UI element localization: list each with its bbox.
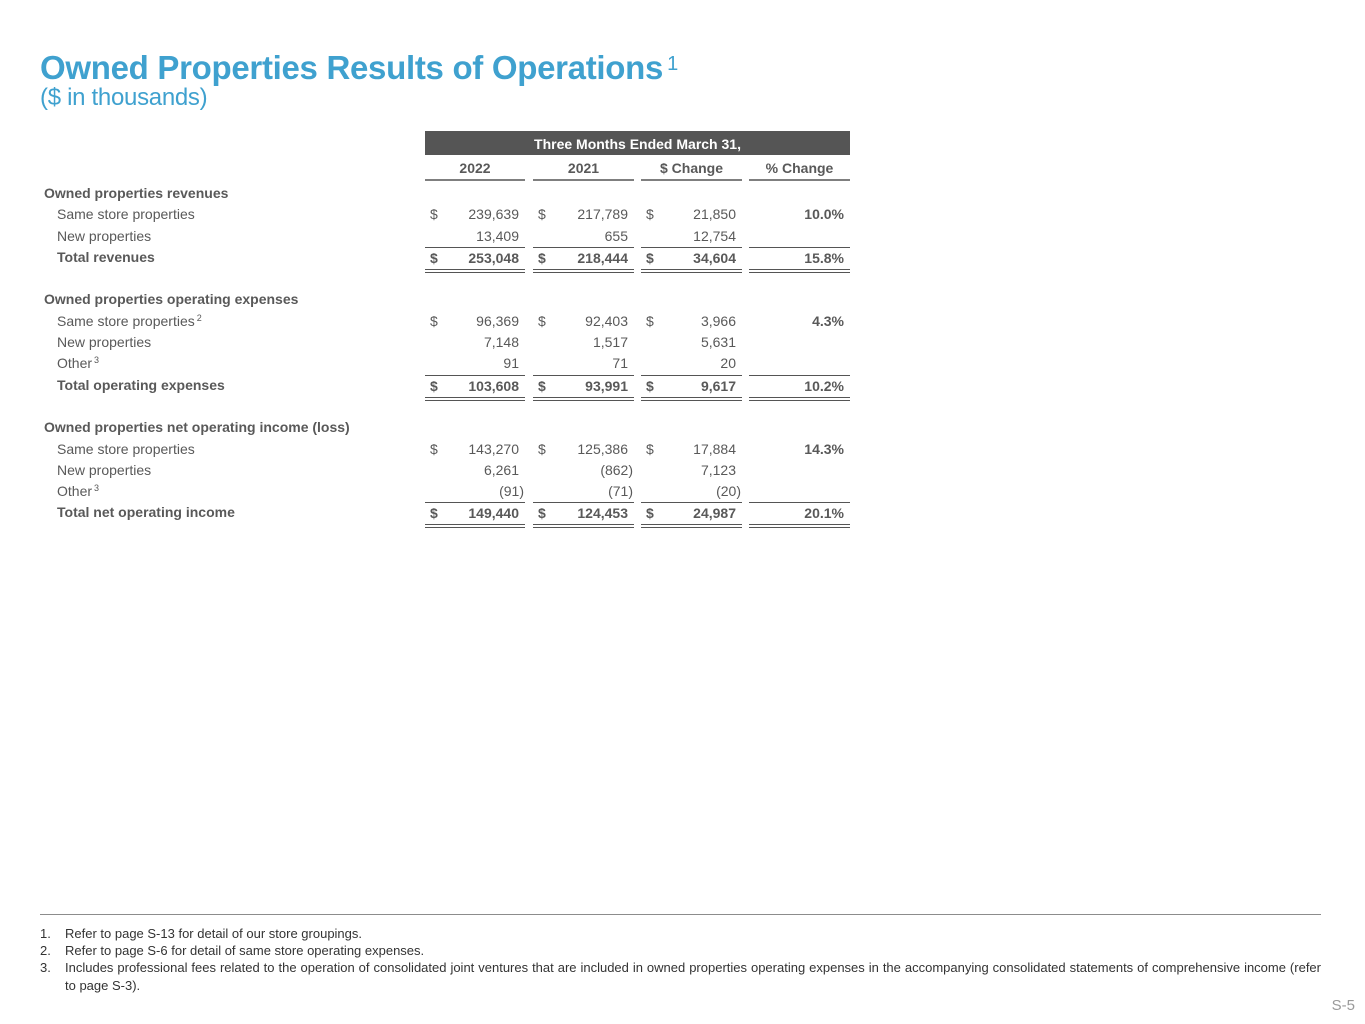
total-2021: 124,453 [577,505,628,522]
value-percent-change: 14.3% [804,440,844,457]
currency-symbol: $ [430,377,438,394]
value-2022: 13,409 [476,227,519,244]
total-percent-change: 15.8% [804,249,844,266]
value-2022: (91) [499,483,524,500]
value-2022: 96,369 [476,312,519,329]
currency-symbol: $ [430,249,438,266]
total-2022: 103,608 [468,377,519,394]
row-label: Same store properties [57,206,195,223]
row-label: New properties [57,227,152,244]
currency-symbol: $ [646,312,654,329]
section-title-revenues: Owned properties revenues [44,185,229,201]
section-title-operating-expenses: Owned properties operating expenses [44,291,299,308]
row-label: Other $^3$ [57,355,100,372]
value-2022: 143,270 [468,440,519,457]
value-percent-change: 4.3% [812,312,844,329]
footnote-number: 3. [40,960,51,976]
value-2021: 1,517 [592,334,628,351]
total-label: Total revenues [57,248,155,265]
footnote-item [40,959,1321,993]
row-label: Other $^3$ [57,483,100,500]
column-header-percent-change: % Change [749,155,850,181]
value-dollar-change: 7,123 [700,461,736,478]
currency-symbol: $ [430,206,438,223]
column-header-2022: 2022 [425,155,525,181]
currency-symbol: $ [538,312,546,329]
footnote-number: 1. [40,926,51,941]
currency-symbol: $ [538,440,546,457]
column-header-2021: 2021 [533,155,634,181]
footnote-marker: 3 [94,483,100,494]
footnote-number: 2. [40,943,51,959]
value-2022: 7,148 [483,334,519,351]
footnote-marker: 2 [196,312,202,323]
value-2021: (71) [608,483,633,500]
value-2021: 92,403 [585,312,628,329]
value-2022: 91 [503,355,519,372]
row-label: Same store properties $^2$ [57,312,202,329]
total-2021: 218,444 [577,249,628,266]
value-dollar-change: 17,884 [693,440,736,457]
value-2021: 125,386 [577,440,628,457]
value-dollar-change: 5,631 [700,334,736,351]
value-dollar-change: (20) [716,483,741,500]
footnote-divider [40,914,1321,915]
value-2021: 217,789 [577,206,628,223]
footnote-item [40,925,1321,942]
currency-symbol: $ [646,505,654,522]
total-percent-change: 10.2% [804,377,844,394]
total-percent-change: 20.1% [804,505,844,522]
currency-symbol: $ [646,249,654,266]
page-number: S-5 [1331,997,1355,1014]
row-label: New properties [57,461,152,478]
row-label: Same store properties [57,440,195,457]
section-title-net-operating-income: Owned properties net operating income (loss) [44,419,350,436]
currency-symbol: $ [538,505,546,522]
currency-symbol: $ [538,206,546,223]
total-label: Total net operating income [57,504,235,521]
currency-symbol: $ [646,377,654,394]
footnotes-list [40,925,1321,994]
value-2022: 239,639 [468,206,519,223]
currency-symbol: $ [430,505,438,522]
footnote-item [40,942,1321,959]
value-2021: 655 [604,227,628,244]
total-dollar-change: 24,987 [693,505,736,522]
row-label: New properties [57,334,152,351]
column-header-dollar-change: $ Change [641,155,742,181]
total-dollar-change: 34,604 [693,249,736,266]
footnote-text: Refer to page S-13 for detail of our store groupings. [65,926,363,941]
title-footnote-marker: 1 [667,53,678,75]
value-dollar-change: 3,966 [700,312,736,329]
total-label: Total operating expenses [57,376,225,393]
value-2022: 6,261 [483,461,519,478]
footnote-text: Includes professional fees related to the operation of consolidated joint ventures that are included in owned properties operating expenses in the accompanying consolidated statements of comprehensive income (refer to page S-3). [65,960,1321,993]
currency-symbol: $ [646,440,654,457]
page-title: Owned Properties Results of Operations $^1$ [40,49,678,86]
currency-symbol: $ [646,206,654,223]
currency-symbol: $ [538,249,546,266]
footnote-marker: 3 [94,355,100,366]
value-dollar-change: 12,754 [693,227,736,244]
total-2022: 253,048 [468,249,519,266]
currency-symbol: $ [430,440,438,457]
currency-symbol: $ [538,377,546,394]
value-percent-change: 10.0% [804,206,844,223]
total-2022: 149,440 [468,505,519,522]
page-subtitle: ($ in thousands) [40,84,208,111]
total-2021: 93,991 [585,377,628,394]
currency-symbol: $ [430,312,438,329]
total-dollar-change: 9,617 [700,377,736,394]
value-dollar-change: 21,850 [693,206,736,223]
period-header: Three Months Ended March 31, [425,131,850,155]
footnote-text: Refer to page S-6 for detail of same store operating expenses. [65,943,425,959]
value-2021: (862) [600,461,633,478]
value-2021: 71 [612,355,628,372]
value-dollar-change: 20 [720,355,736,372]
